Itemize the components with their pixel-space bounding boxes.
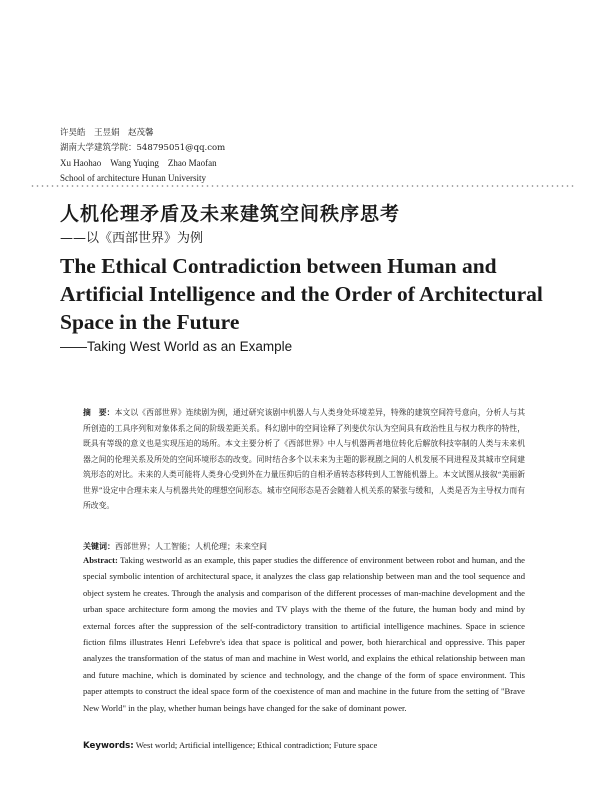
abstract-en-text: Taking westworld as an example, this paper studies the difference of environment between robot and human, and the special symbolic intention of architectural space, it analyzes the class gap relationship between man and the tool sequence and object system he creates. Through the analysis and comparison of the different processes of man-machine development and the urban space architecture form among the movies and TV plays with the theme of the future, the human body and mind by external forces after the suppression of the self-contradictory transition to artificial intelligence machines. Space in science fiction films illustrates Henri Lefebvre's idea that space is political and power, both hierarchical and oppressive. This paper analyzes the transformation of the status of man and machine in West world, and explains the ethical relationship between man and future machine, which is dominated by science and technology, and the change of the form of space environment. This paper attempts to construct the ideal space form of the coexistence of man and machine in the future from the setting of "Brave New World" in the play, whether human beings have changed for the sake of dominant power. <box>83 555 525 713</box>
author-block <box>60 126 225 186</box>
abstract-en-label: Abstract: <box>83 555 118 565</box>
abstract-en <box>83 552 525 716</box>
subtitle-cn: ——以《西部世界》为例 <box>60 231 204 246</box>
keywords-en-text: West world; Artificial intelligence; Ethical contradiction; Future space <box>135 740 378 750</box>
keywords-en-label: Keywords: <box>83 741 134 751</box>
dotted-divider <box>30 185 575 187</box>
author-names-cn: 许昊皓 王昱娟 赵茂馨 <box>60 128 154 138</box>
abstract-cn <box>83 405 525 514</box>
keywords-en <box>83 740 377 751</box>
subtitle-en: ——Taking West World as an Example <box>60 339 293 354</box>
keywords-cn-text: 西部世界；人工智能；人机伦理；未来空间 <box>115 542 267 551</box>
author-names-en: Xu Haohao Wang Yuqing Zhao Maofan <box>60 158 217 168</box>
keywords-cn <box>83 541 267 552</box>
title-en: The Ethical Contradiction between Human and Artificial Intelligence and the Order of Architectural Space in the Future <box>60 254 543 334</box>
title-cn: 人机伦理矛盾及未来建筑空间秩序思考 <box>60 203 401 225</box>
abstract-cn-text: 本文以《西部世界》连续剧为例，通过研究该剧中机器人与人类身处环境差异，特殊的建筑空间符号意向，分析人与其所创造的工具序列和对象体系之间的阶级差距关系。科幻剧中的空间诠释了列斐伏尔认为空间具有政治性且与权力秩序的特性，既具有等级的意义也是实现压迫的场所。本文主要分析了《西部世界》中人与机器两者地位转化后解放科技宰制的人类与未来机器之间的伦理关系及所处的空间环境形态的改变。同时结合多个以未来为主题的影视剧之间的人机发展不同进程及其城市空间建筑形态的对比。未来的人类可能将人类身心受到外在力量压抑后的自相矛盾转态移转到人工智能机器上。本文试图从接叙“美丽新世界”设定中合理未来人与机器共处的理想空间形态。城市空间形态是否会随着人机关系的紧张与缓和，人类是否为主导权力而有所改变。 <box>83 408 525 510</box>
abstract-cn-label: 摘 要： <box>83 408 115 417</box>
author-affiliation-cn: 湖南大学建筑学院：548795051@qq.com <box>60 143 226 153</box>
author-affiliation-en: School of architecture Hunan University <box>60 173 206 183</box>
keywords-cn-label: 关键词： <box>83 542 115 551</box>
